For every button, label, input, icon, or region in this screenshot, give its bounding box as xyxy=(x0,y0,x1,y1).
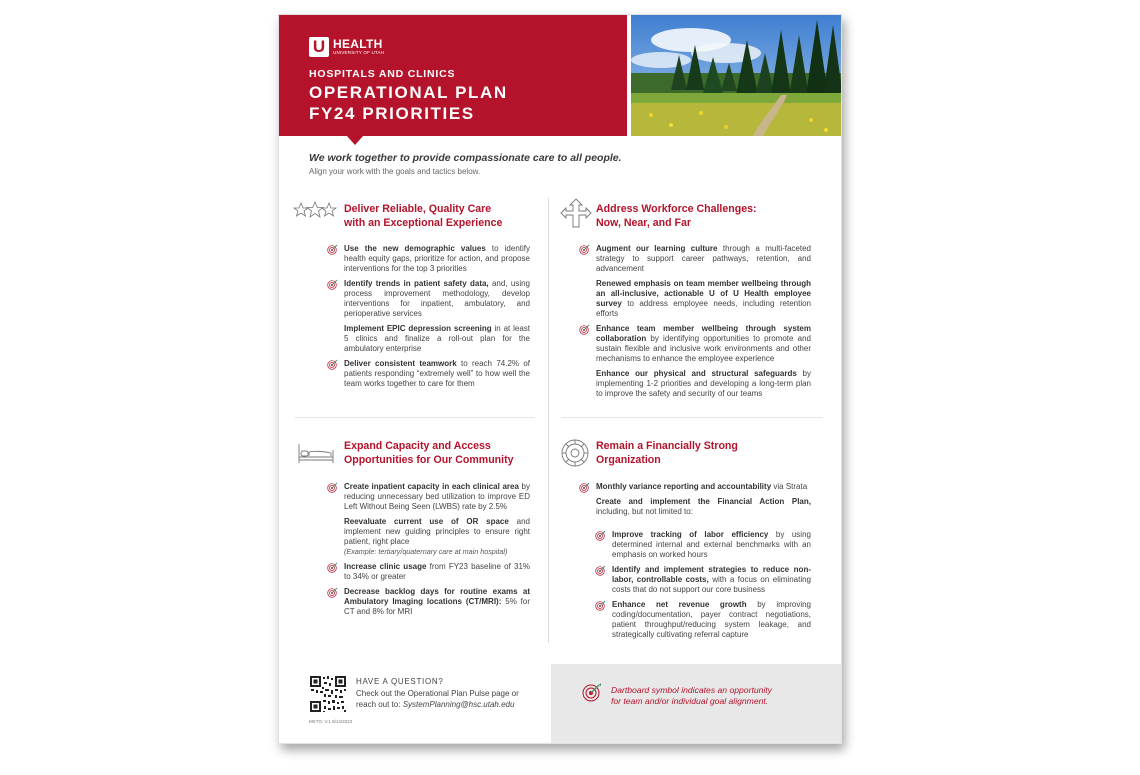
dartboard-icon xyxy=(327,562,338,573)
logo-text: HEALTH xyxy=(333,37,383,51)
qr-code[interactable] xyxy=(309,675,347,713)
header-banner xyxy=(279,15,627,136)
vertical-divider xyxy=(548,198,549,643)
directional-arrows-icon xyxy=(560,198,592,233)
email-link[interactable]: SystemPlanning@hsc.utah.edu xyxy=(402,700,515,709)
question-heading: HAVE A QUESTION? xyxy=(356,677,444,686)
dartboard-icon xyxy=(579,324,590,335)
dartboard-icon xyxy=(327,244,338,255)
horizontal-divider-right xyxy=(561,417,823,418)
page-title-line2: FY24 PRIORITIES xyxy=(309,104,475,123)
logo-subtext: UNIVERSITY OF UTAH xyxy=(333,50,385,55)
section-title-quality-care: Deliver Reliable, Quality Care with an Exceptional Experience xyxy=(344,203,503,229)
marketing-code: MKTG: V.1 8/14/2023 xyxy=(309,719,353,724)
list-item: Renewed emphasis on team member wellbeing through an all-inclusive, actionable U of U Health employee survey to address employee needs, including retention efforts xyxy=(596,279,811,318)
list-item: Enhance our physical and structural safeguards by implementing 1-2 priorities and developing a long-term plan to improve the safety and security of our teams xyxy=(596,369,811,398)
item-list-capacity xyxy=(327,482,530,622)
list-item: Improve tracking of labor efficiency by using determined internal and external benchmarks with an emphasis on worked hours xyxy=(595,530,811,560)
list-item: Enhance net revenue growth by improving coding/documentation, payer contract negotiations, patient throughput/reducing system leakage, and strategically cultivating referral capture xyxy=(595,600,811,640)
list-item: Use the new demographic values to identify health equity gaps, prioritize for action, and propose interventions for the top 3 priorities xyxy=(327,244,530,274)
section-title-financial: Remain a Financially Strong Organization xyxy=(596,440,738,466)
hospital-bed-icon xyxy=(297,442,335,469)
question-text: Check out the Operational Plan Pulse page or xyxy=(356,689,519,698)
list-item: Identify trends in patient safety data, and, using process improvement methodology, develop interventions for inpatient, ambulatory, and perioperative services xyxy=(327,279,530,319)
header-notch xyxy=(347,136,363,145)
dartboard-legend-icon xyxy=(582,682,602,702)
list-item: Identify and implement strategies to reduce non-labor, controllable costs, with a focus on eliminating costs that do not support our core business xyxy=(595,565,811,595)
financial-dial-icon xyxy=(560,438,590,473)
operational-plan-document xyxy=(278,14,842,744)
logo-mark: U xyxy=(309,37,329,57)
dartboard-icon xyxy=(595,530,606,541)
list-item: Reevaluate current use of OR space and implement new guiding principles to ensure right patient, right place (Example: tertiary/quaternary care at main hospital) xyxy=(344,517,530,556)
dartboard-icon xyxy=(327,279,338,290)
list-item: Decrease backlog days for routine exams at Ambulatory Imaging locations (CT/MRI): 5% for CT and 8% for MRI xyxy=(327,587,530,617)
subitem-list-financial xyxy=(595,530,811,645)
page-title-line1: OPERATIONAL PLAN xyxy=(309,83,508,102)
list-item: Deliver consistent teamwork to reach 74.2% of patients responding “extremely well” to how well the team works together to care for them xyxy=(327,359,530,389)
dartboard-icon xyxy=(579,482,590,493)
stars-icon xyxy=(293,201,337,224)
list-item: Enhance team member wellbeing through system collaboration by identifying opportunities to promote and sustain flexible and inclusive work environments and other mechanisms to enhance the employee experience xyxy=(579,324,811,364)
tagline: We work together to provide compassionate care to all people. xyxy=(309,152,622,164)
subtitle: Align your work with the goals and tactics below. xyxy=(309,167,481,176)
dartboard-icon xyxy=(595,600,606,611)
legend-text: Dartboard symbol indicates an opportunity for team and/or individual goal alignment. xyxy=(611,685,772,706)
list-item: Monthly variance reporting and accountability via Strata xyxy=(579,482,811,492)
item-list-financial xyxy=(579,482,811,522)
item-list-workforce xyxy=(579,244,811,404)
list-item: Augment our learning culture through a multi-faceted strategy to support career pathways, retention, and advancement xyxy=(579,244,811,274)
horizontal-divider-left xyxy=(295,417,535,418)
question-contact: reach out to: SystemPlanning@hsc.utah.edu xyxy=(356,700,515,709)
section-title-capacity: Expand Capacity and Access Opportunities for Our Community xyxy=(344,440,514,466)
dartboard-icon xyxy=(327,359,338,370)
section-title-workforce: Address Workforce Challenges: Now, Near, and Far xyxy=(596,203,757,229)
list-item: Implement EPIC depression screening in at least 5 clinics and finalize a roll-out plan for the ambulatory enterprise xyxy=(344,324,530,353)
dartboard-icon xyxy=(595,565,606,576)
header-label: HOSPITALS AND CLINICS xyxy=(309,68,456,80)
list-item: Create and implement the Financial Action Plan, including, but not limited to: xyxy=(596,497,811,516)
item-list-quality-care xyxy=(327,244,530,394)
dartboard-icon xyxy=(327,482,338,493)
dartboard-icon xyxy=(327,587,338,598)
meadow-photo xyxy=(631,15,841,136)
list-item: Increase clinic usage from FY23 baseline of 31% to 34% or greater xyxy=(327,562,530,582)
dartboard-icon xyxy=(579,244,590,255)
list-item: Create inpatient capacity in each clinical area by reducing unnecessary bed utilization to improve ED Left Without Being Seen (LWBS) rate by 2.5% xyxy=(327,482,530,512)
